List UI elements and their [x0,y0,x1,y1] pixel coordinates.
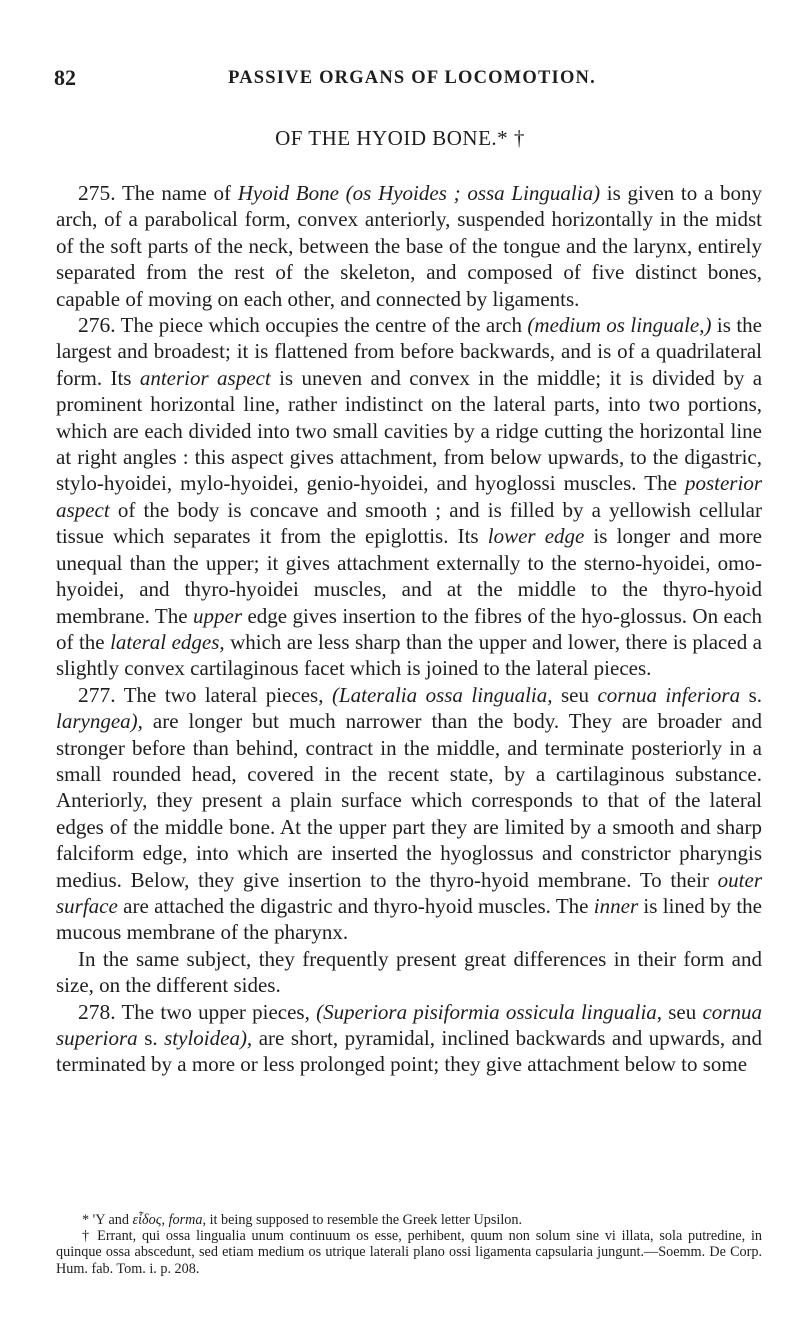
footnote-2 [56,1228,762,1277]
paragraph-278 [56,999,762,1078]
text-run: In the same subject, they frequently present great differences in their form and size, on the different sides. [56,946,762,998]
italic-run: inner [593,893,639,918]
italic-run: εἶδος, forma, [132,1212,207,1228]
text-run: is uneven and convex in the middle; it is divided by a prominent horizontal line, rather indistinct on the lateral parts, into two portions, which are each divided into two small cavities by a ridge cutting the horizontal line at right angles : this aspect gives attachment, from below upwards, to the digastric, stylo-hyoidei, mylo-hyoidei, genio-hyoidei, and hyoglossi muscles. The [56,365,763,496]
text-run: s. [740,682,762,707]
text-run: † Errant, qui ossa lingualia unum continuum os esse, perhibent, quum non solum sine vi illata, sola putredine, in quinque ossa abscedunt, sed etiam medium os utrique laterali plano ossi ligamenta capsularia jungunt.—Soemm. De Corp. Hum. fab. Tom. i. p. 208. [56,1228,762,1277]
italic-run: Hyoid Bone (os Hyoides ; ossa Lingualia) [237,181,601,205]
running-head: PASSIVE ORGANS OF LOCOMOTION. [228,67,596,88]
italic-run: anterior aspect [139,365,271,390]
text-run: * 'Υ and [82,1212,133,1228]
text-run: seu [662,999,703,1024]
italic-run: upper [193,603,243,628]
text-run: it being supposed to resemble the Greek letter Upsilon. [206,1212,523,1228]
paragraph-277-continued [56,946,762,999]
footnote-1 [56,1212,762,1228]
italic-run: lateral edges, [110,629,225,654]
footnotes [56,1212,762,1277]
italic-run: cornua superiora [56,999,762,1050]
text-run: The two upper pieces, [115,999,317,1024]
page-number: 82 [54,65,76,90]
text-run: seu [552,682,598,707]
text-run: of the body is concave and smooth ; and is filled by a yellowish cellular tissue which separates it from the epiglottis. Its [56,497,762,549]
paragraph-number: 278. [78,999,116,1024]
text-run: s. [137,1026,165,1050]
paragraph-276 [56,312,762,682]
section-title: OF THE HYOID BONE.* † [275,126,525,150]
italic-run: outer surface [56,867,762,918]
text-run: is longer and more unequal than the upper; it gives attachment externally to the sterno-hyoidei, omo-hyoidei, and thyro-hyoidei muscles, and at the middle to the thyro-hyoid membrane. The [56,524,762,628]
italic-run: laryngea), [56,709,143,734]
text-run: edge gives insertion to the fibres of the hyo-glossus. On each of the [56,603,762,654]
italic-run: posterior aspect [56,471,762,522]
paragraph-number: 277. [78,682,116,707]
italic-run: cornua inferiora [597,682,741,707]
text-run: The piece which occupies the centre of the arch [115,313,528,338]
text-run: The two lateral pieces, [115,682,332,707]
italic-run: (Lateralia ossa lingualia, [331,682,553,707]
text-run: are longer but much narrower than the body. They are broader and stronger before than behind, contract in the middle, and terminate posteriorly in a small rounded head, covered in the recent state, by a cartilaginous substance. Anteriorly, they present a plain surface which corresponds to that of the lateral edges of the middle bone. At the upper part they are limited by a smooth and sharp falciform edge, into which are inserted the hyoglossus and constrictor pharyngis medius. Below, they give insertion to the thyro-hyoid membrane. To their [56,709,762,892]
paragraph-277 [56,682,762,946]
text-run: is the largest and broadest; it is flattened from before backwards, and is of a quadrilateral form. Its [56,313,762,390]
italic-run: lower edge [487,524,585,549]
body-text [56,180,762,1078]
paragraph-number: 276. [78,313,116,338]
paragraph-number: 275. [78,181,116,205]
italic-run: (Superiora pisiformia ossicula lingualia, [316,999,663,1024]
paragraph-275 [56,180,762,312]
text-run: The name of [115,181,238,205]
text-run: which are less sharp than the upper and lower, there is placed a slightly convex cartilaginous facet which is joined to the lateral pieces. [56,629,762,681]
text-run: are short, pyramidal, inclined backwards and upwards, and terminated by a more or less prolonged point; they give attachment below to some [56,1026,762,1077]
text-run: is lined by the mucous membrane of the pharynx. [56,893,763,945]
text-run: are attached the digastric and thyro-hyoid muscles. The [117,893,594,918]
page-header [54,62,760,94]
italic-run: (medium os linguale,) [527,313,712,338]
italic-run: styloidea), [164,1026,253,1050]
text-run: is given to a bony arch, of a parabolical form, convex anteriorly, suspended horizontally in the midst of the soft parts of the neck, between the base of the tongue and the larynx, entirely separated from the rest of the skeleton, and composed of five distinct bones, capable of moving on each other, and connected by ligaments. [56,181,762,311]
